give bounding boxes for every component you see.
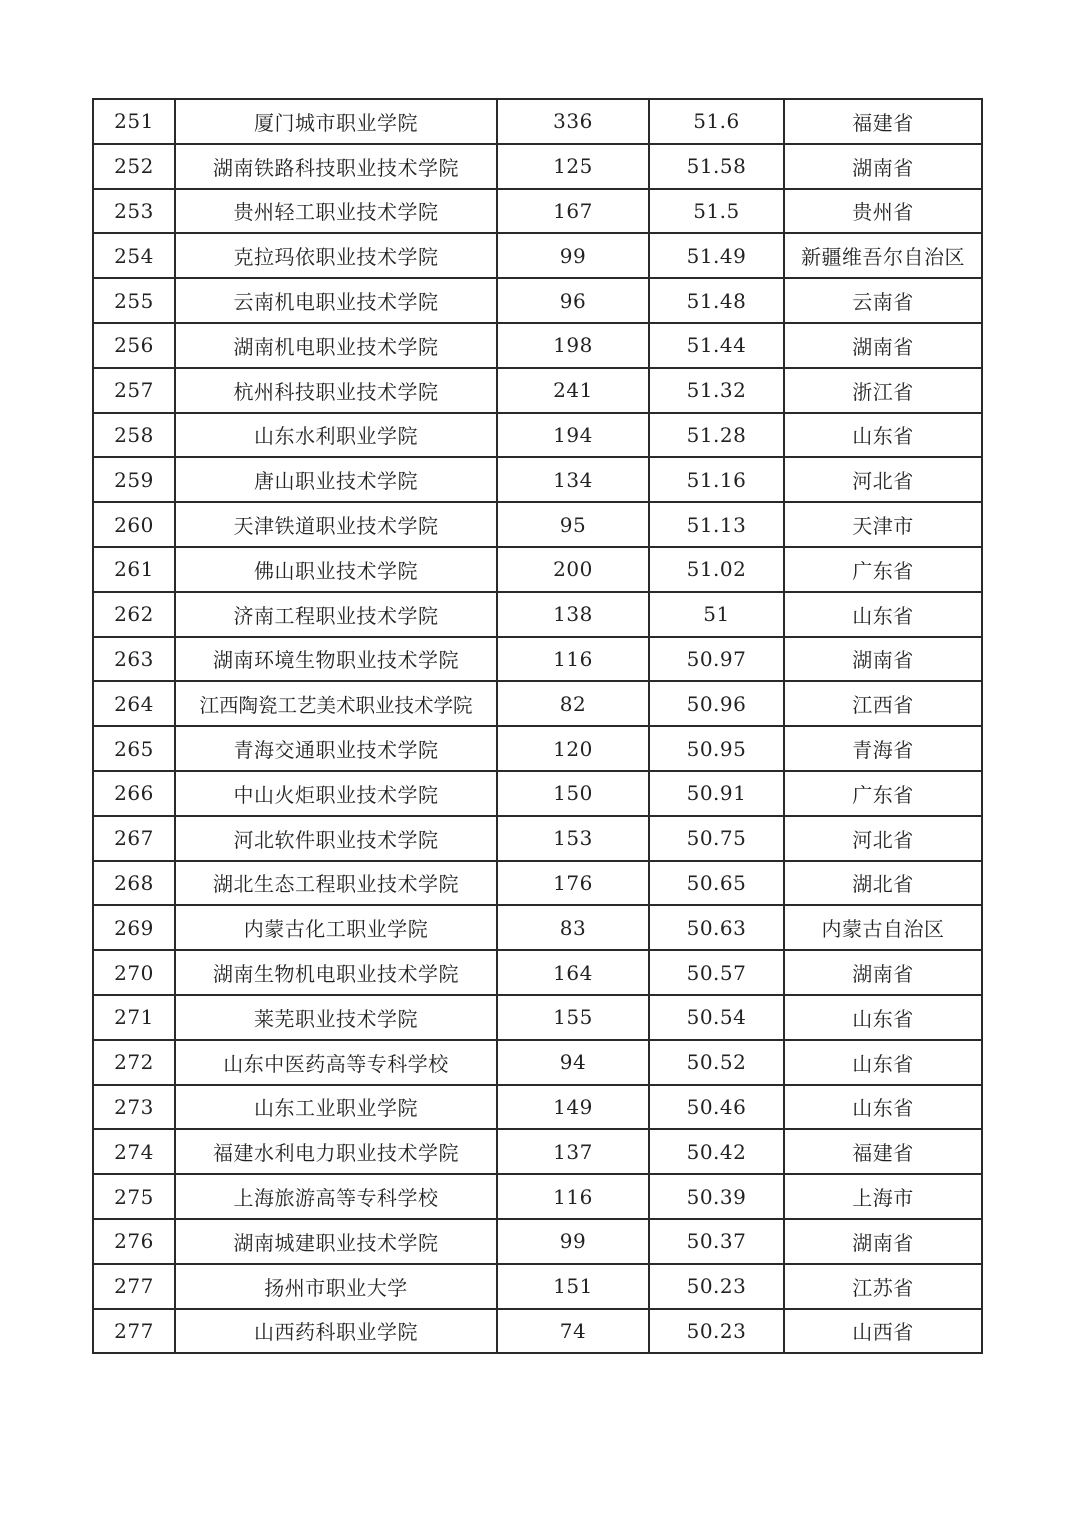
count-cell: 82 [497, 681, 649, 726]
count-cell: 95 [497, 502, 649, 547]
institution-name-cell: 湖南铁路科技职业技术学院 [175, 144, 497, 189]
institution-name-cell: 上海旅游高等专科学校 [175, 1174, 497, 1219]
province-cell: 湖南省 [784, 144, 982, 189]
count-cell: 134 [497, 457, 649, 502]
province-cell: 湖南省 [784, 637, 982, 682]
province-cell: 山西省 [784, 1309, 982, 1354]
score-cell: 51.28 [649, 413, 784, 458]
rank-cell: 277 [93, 1264, 175, 1309]
province-cell: 山东省 [784, 1085, 982, 1130]
score-cell: 51.5 [649, 189, 784, 234]
score-cell: 50.39 [649, 1174, 784, 1219]
province-cell: 湖南省 [784, 1219, 982, 1264]
institution-name-cell: 湖北生态工程职业技术学院 [175, 861, 497, 906]
score-cell: 50.97 [649, 637, 784, 682]
table-row [93, 1129, 982, 1174]
rank-cell: 263 [93, 637, 175, 682]
province-cell: 上海市 [784, 1174, 982, 1219]
institution-name-cell: 杭州科技职业技术学院 [175, 368, 497, 413]
table-row [93, 1219, 982, 1264]
province-cell: 福建省 [784, 1129, 982, 1174]
score-cell: 51.48 [649, 278, 784, 323]
score-cell: 51.58 [649, 144, 784, 189]
table-row [93, 950, 982, 995]
institution-name-cell: 山西药科职业学院 [175, 1309, 497, 1354]
province-cell: 湖北省 [784, 861, 982, 906]
rank-cell: 271 [93, 995, 175, 1040]
province-cell: 山东省 [784, 995, 982, 1040]
province-cell: 山东省 [784, 592, 982, 637]
rank-cell: 253 [93, 189, 175, 234]
institution-name-cell: 江西陶瓷工艺美术职业技术学院 [175, 681, 497, 726]
score-cell: 50.23 [649, 1309, 784, 1354]
province-cell: 浙江省 [784, 368, 982, 413]
rank-cell: 268 [93, 861, 175, 906]
province-cell: 广东省 [784, 771, 982, 816]
table-row [93, 681, 982, 726]
institution-name-cell: 济南工程职业技术学院 [175, 592, 497, 637]
rank-cell: 254 [93, 233, 175, 278]
rank-cell: 264 [93, 681, 175, 726]
table-row [93, 413, 982, 458]
count-cell: 99 [497, 1219, 649, 1264]
province-cell: 河北省 [784, 457, 982, 502]
table-row [93, 771, 982, 816]
count-cell: 153 [497, 816, 649, 861]
score-cell: 50.95 [649, 726, 784, 771]
table-row [93, 592, 982, 637]
score-cell: 51.44 [649, 323, 784, 368]
count-cell: 198 [497, 323, 649, 368]
rank-cell: 256 [93, 323, 175, 368]
table-row [93, 1174, 982, 1219]
count-cell: 149 [497, 1085, 649, 1130]
institution-name-cell: 天津铁道职业技术学院 [175, 502, 497, 547]
table-row [93, 457, 982, 502]
rank-cell: 261 [93, 547, 175, 592]
rank-cell: 257 [93, 368, 175, 413]
score-cell: 50.52 [649, 1040, 784, 1085]
rank-cell: 265 [93, 726, 175, 771]
count-cell: 138 [497, 592, 649, 637]
count-cell: 74 [497, 1309, 649, 1354]
score-cell: 50.46 [649, 1085, 784, 1130]
table-row [93, 547, 982, 592]
rank-cell: 262 [93, 592, 175, 637]
rank-cell: 270 [93, 950, 175, 995]
institution-name-cell: 内蒙古化工职业学院 [175, 905, 497, 950]
table-row [93, 726, 982, 771]
rank-cell: 251 [93, 99, 175, 144]
rank-cell: 258 [93, 413, 175, 458]
count-cell: 120 [497, 726, 649, 771]
score-cell: 50.37 [649, 1219, 784, 1264]
institution-name-cell: 湖南机电职业技术学院 [175, 323, 497, 368]
score-cell: 50.75 [649, 816, 784, 861]
province-cell: 广东省 [784, 547, 982, 592]
rank-cell: 255 [93, 278, 175, 323]
score-cell: 50.91 [649, 771, 784, 816]
institution-name-cell: 厦门城市职业学院 [175, 99, 497, 144]
institution-name-cell: 佛山职业技术学院 [175, 547, 497, 592]
rank-cell: 260 [93, 502, 175, 547]
rank-cell: 272 [93, 1040, 175, 1085]
table-row [93, 861, 982, 906]
rank-cell: 267 [93, 816, 175, 861]
count-cell: 94 [497, 1040, 649, 1085]
institution-name-cell: 山东工业职业学院 [175, 1085, 497, 1130]
institution-name-cell: 山东水利职业学院 [175, 413, 497, 458]
count-cell: 200 [497, 547, 649, 592]
ranking-table-body [93, 99, 982, 1353]
table-row [93, 189, 982, 234]
score-cell: 50.65 [649, 861, 784, 906]
score-cell: 51.49 [649, 233, 784, 278]
count-cell: 116 [497, 1174, 649, 1219]
province-cell: 江西省 [784, 681, 982, 726]
province-cell: 新疆维吾尔自治区 [784, 233, 982, 278]
province-cell: 福建省 [784, 99, 982, 144]
table-row [93, 323, 982, 368]
table-row [93, 1264, 982, 1309]
province-cell: 湖南省 [784, 323, 982, 368]
province-cell: 河北省 [784, 816, 982, 861]
ranking-table [92, 98, 983, 1354]
count-cell: 137 [497, 1129, 649, 1174]
count-cell: 194 [497, 413, 649, 458]
rank-cell: 259 [93, 457, 175, 502]
rank-cell: 252 [93, 144, 175, 189]
rank-cell: 273 [93, 1085, 175, 1130]
institution-name-cell: 中山火炬职业技术学院 [175, 771, 497, 816]
rank-cell: 269 [93, 905, 175, 950]
institution-name-cell: 河北软件职业技术学院 [175, 816, 497, 861]
count-cell: 83 [497, 905, 649, 950]
table-row [93, 368, 982, 413]
table-row [93, 637, 982, 682]
count-cell: 96 [497, 278, 649, 323]
institution-name-cell: 湖南城建职业技术学院 [175, 1219, 497, 1264]
institution-name-cell: 青海交通职业技术学院 [175, 726, 497, 771]
count-cell: 150 [497, 771, 649, 816]
count-cell: 151 [497, 1264, 649, 1309]
score-cell: 50.42 [649, 1129, 784, 1174]
score-cell: 51.13 [649, 502, 784, 547]
score-cell: 51.02 [649, 547, 784, 592]
table-row [93, 278, 982, 323]
institution-name-cell: 福建水利电力职业技术学院 [175, 1129, 497, 1174]
count-cell: 336 [497, 99, 649, 144]
province-cell: 天津市 [784, 502, 982, 547]
count-cell: 155 [497, 995, 649, 1040]
table-row [93, 144, 982, 189]
province-cell: 山东省 [784, 1040, 982, 1085]
count-cell: 125 [497, 144, 649, 189]
count-cell: 99 [497, 233, 649, 278]
table-row [93, 233, 982, 278]
province-cell: 江苏省 [784, 1264, 982, 1309]
table-row [93, 816, 982, 861]
count-cell: 241 [497, 368, 649, 413]
institution-name-cell: 扬州市职业大学 [175, 1264, 497, 1309]
table-row [93, 1040, 982, 1085]
score-cell: 51.6 [649, 99, 784, 144]
score-cell: 50.57 [649, 950, 784, 995]
province-cell: 内蒙古自治区 [784, 905, 982, 950]
institution-name-cell: 唐山职业技术学院 [175, 457, 497, 502]
province-cell: 云南省 [784, 278, 982, 323]
count-cell: 176 [497, 861, 649, 906]
province-cell: 山东省 [784, 413, 982, 458]
count-cell: 116 [497, 637, 649, 682]
institution-name-cell: 湖南环境生物职业技术学院 [175, 637, 497, 682]
score-cell: 50.54 [649, 995, 784, 1040]
score-cell: 51 [649, 592, 784, 637]
rank-cell: 277 [93, 1309, 175, 1354]
institution-name-cell: 云南机电职业技术学院 [175, 278, 497, 323]
institution-name-cell: 山东中医药高等专科学校 [175, 1040, 497, 1085]
institution-name-cell: 贵州轻工职业技术学院 [175, 189, 497, 234]
table-row [93, 995, 982, 1040]
table-row [93, 905, 982, 950]
count-cell: 164 [497, 950, 649, 995]
table-row [93, 502, 982, 547]
province-cell: 青海省 [784, 726, 982, 771]
rank-cell: 275 [93, 1174, 175, 1219]
province-cell: 湖南省 [784, 950, 982, 995]
score-cell: 50.23 [649, 1264, 784, 1309]
score-cell: 51.32 [649, 368, 784, 413]
table-row [93, 99, 982, 144]
province-cell: 贵州省 [784, 189, 982, 234]
rank-cell: 276 [93, 1219, 175, 1264]
count-cell: 167 [497, 189, 649, 234]
score-cell: 50.96 [649, 681, 784, 726]
institution-name-cell: 湖南生物机电职业技术学院 [175, 950, 497, 995]
rank-cell: 266 [93, 771, 175, 816]
institution-name-cell: 莱芜职业技术学院 [175, 995, 497, 1040]
table-row [93, 1309, 982, 1354]
rank-cell: 274 [93, 1129, 175, 1174]
score-cell: 50.63 [649, 905, 784, 950]
table-row [93, 1085, 982, 1130]
score-cell: 51.16 [649, 457, 784, 502]
institution-name-cell: 克拉玛依职业技术学院 [175, 233, 497, 278]
